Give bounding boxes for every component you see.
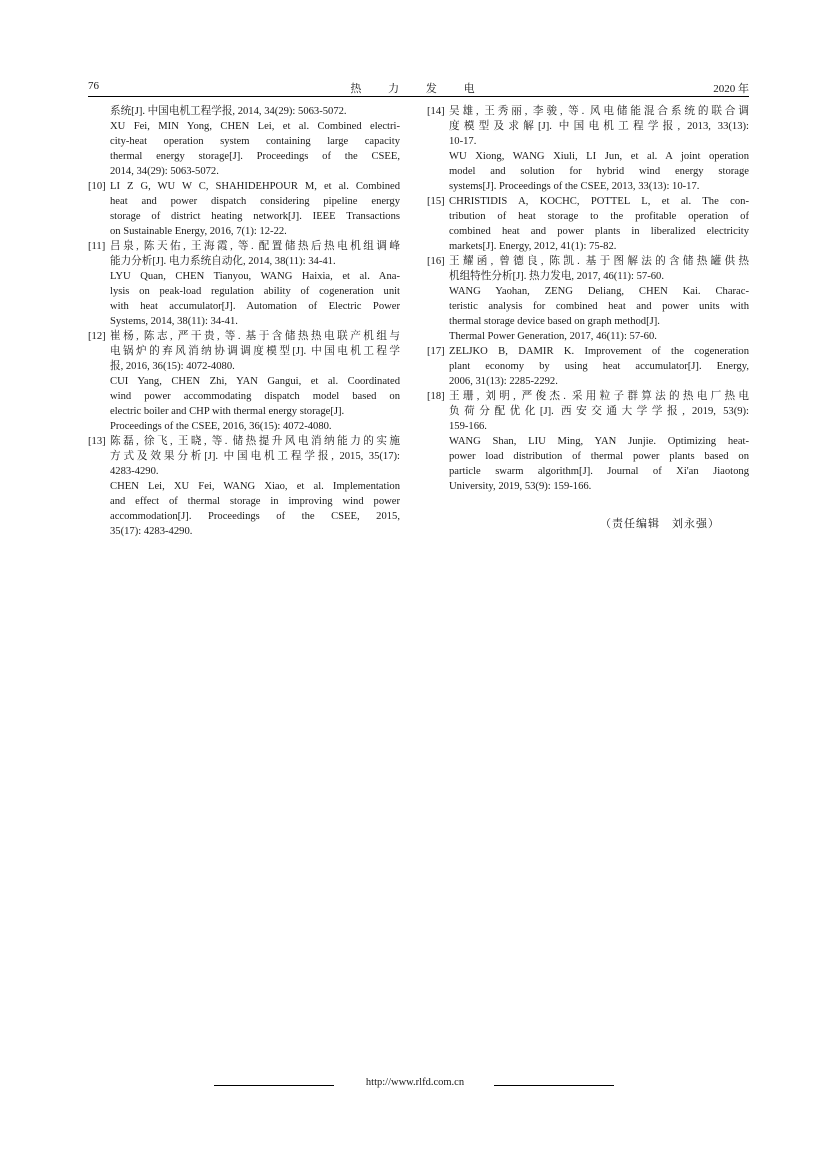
journal-title: 热 力 发 电 bbox=[350, 83, 487, 95]
reference-line: tribution of heat storage to the profitable operation of bbox=[449, 211, 749, 222]
reference-line: 电锅炉的弃风消纳协调调度模型[J]. 中国电机工程学 bbox=[110, 346, 400, 357]
reference-line: 方式及效果分析[J]. 中国电机工程学报, 2015, 35(17): bbox=[110, 451, 400, 462]
reference-line: ZELJKO B, DAMIR K. Improvement of the cogeneration bbox=[449, 346, 749, 357]
reference-line: 王耀函, 曾德良, 陈凯. 基于图解法的含储热罐供热 bbox=[449, 256, 749, 267]
footer-url-link[interactable]: http://www.rlfd.com.cn bbox=[365, 1077, 465, 1088]
reference-line: markets[J]. Energy, 2012, 41(1): 75-82. bbox=[449, 241, 617, 252]
reference-line: LYU Quan, CHEN Tianyou, WANG Haixia, et al. Ana- bbox=[110, 271, 400, 282]
reference-number: [15] bbox=[427, 196, 445, 207]
reference-line: 系统[J]. 中国电机工程学报, 2014, 34(29): 5063-5072. bbox=[110, 106, 347, 117]
reference-line: model and solution for hybrid wind energy storage bbox=[449, 166, 749, 177]
footer-rule-left bbox=[214, 1085, 334, 1086]
reference-line: 负荷分配优化[J]. 西安交通大学学报, 2019, 53(9): bbox=[449, 406, 749, 417]
reference-line: University, 2019, 53(9): 159-166. bbox=[449, 481, 592, 492]
reference-line: CUI Yang, CHEN Zhi, YAN Gangui, et al. Coordinated bbox=[110, 376, 400, 387]
reference-item bbox=[88, 329, 400, 434]
reference-line: 能力分析[J]. 电力系统自动化, 2014, 38(11): 34-41. bbox=[110, 256, 336, 267]
reference-line: thermal storage device based on graph method[J]. bbox=[449, 316, 660, 327]
reference-line: with heat accumulator[J]. Automation of Electric Power bbox=[110, 301, 400, 312]
reference-number: [18] bbox=[427, 391, 445, 402]
reference-line: WU Xiong, WANG Xiuli, LI Jun, et al. A joint operation bbox=[449, 151, 749, 162]
reference-line: particle swarm algorithm[J]. Journal of Xi'an Jiaotong bbox=[449, 466, 749, 477]
reference-line: 崔杨, 陈志, 严干贵, 等. 基于含储热热电联产机组与 bbox=[110, 331, 400, 342]
reference-line: 159-166. bbox=[449, 421, 487, 432]
reference-line: wind power accommodating dispatch model based on bbox=[110, 391, 400, 402]
reference-number: [13] bbox=[88, 436, 106, 447]
reference-line: 吕泉, 陈天佑, 王海霞, 等. 配置储热后热电机组调峰 bbox=[110, 241, 400, 252]
reference-line: WANG Shan, LIU Ming, YAN Junjie. Optimizing heat- bbox=[449, 436, 749, 447]
reference-item bbox=[88, 239, 400, 329]
reference-line: plant economy by using heat accumulator[J]. Energy, bbox=[449, 361, 749, 372]
reference-line: storage of district heating network[J]. IEEE Transactions bbox=[110, 211, 400, 222]
reference-item bbox=[427, 389, 749, 494]
reference-line: accommodation[J]. Proceedings of the CSEE, 2015, bbox=[110, 511, 400, 522]
reference-line: 机组特性分析[J]. 热力发电, 2017, 46(11): 57-60. bbox=[449, 271, 664, 282]
reference-line: CHEN Lei, XU Fei, WANG Xiao, et al. Implementation bbox=[110, 481, 400, 492]
reference-item bbox=[88, 179, 400, 239]
reference-line: 2014, 34(29): 5063-5072. bbox=[110, 166, 219, 177]
reference-line: on Sustainable Energy, 2016, 7(1): 12-22. bbox=[110, 226, 287, 237]
reference-number: [14] bbox=[427, 106, 445, 117]
reference-number: [17] bbox=[427, 346, 445, 357]
reference-line: teristic analysis for combined heat and power units with bbox=[449, 301, 749, 312]
reference-line: LI Z G, WU W C, SHAHIDEHPOUR M, et al. Combined bbox=[110, 181, 400, 192]
reference-number: [11] bbox=[88, 241, 106, 252]
reference-line: and effect of thermal storage in improving wind power bbox=[110, 496, 400, 507]
reference-line: 王珊, 刘明, 严俊杰. 采用粒子群算法的热电厂热电 bbox=[449, 391, 749, 402]
reference-item bbox=[88, 104, 400, 179]
reference-line: Systems, 2014, 38(11): 34-41. bbox=[110, 316, 238, 327]
reference-line: heat and power dispatch considering pipeline energy bbox=[110, 196, 400, 207]
reference-number: [16] bbox=[427, 256, 445, 267]
references-left-column bbox=[88, 104, 400, 539]
page-header bbox=[88, 80, 749, 97]
reference-item bbox=[427, 254, 749, 344]
reference-line: lysis on peak-load regulation ability of cogeneration unit bbox=[110, 286, 400, 297]
reference-line: 吴雄, 王秀丽, 李骏, 等. 风电储能混合系统的联合调 bbox=[449, 106, 749, 117]
reference-line: 10-17. bbox=[449, 136, 477, 147]
reference-number: [10] bbox=[88, 181, 106, 192]
reference-line: Thermal Power Generation, 2017, 46(11): 57-60. bbox=[449, 331, 657, 342]
reference-item bbox=[427, 194, 749, 254]
reference-line: thermal energy storage[J]. Proceedings of the CSEE, bbox=[110, 151, 400, 162]
page-number: 76 bbox=[88, 80, 99, 92]
reference-line: combined heat and power plants in liberalized electricity bbox=[449, 226, 749, 237]
reference-item bbox=[427, 344, 749, 389]
reference-line: electric boiler and CHP with thermal energy storage[J]. bbox=[110, 406, 345, 417]
reference-line: 4283-4290. bbox=[110, 466, 159, 477]
reference-line: 度模型及求解[J]. 中国电机工程学报, 2013, 33(13): bbox=[449, 121, 749, 132]
reference-line: systems[J]. Proceedings of the CSEE, 2013, 33(13): 10-17. bbox=[449, 181, 700, 192]
reference-line: city-heat operation system containing large capacity bbox=[110, 136, 400, 147]
references-right-column bbox=[427, 104, 749, 494]
reference-item bbox=[427, 104, 749, 194]
issue-year: 2020 年 bbox=[713, 83, 749, 95]
reference-line: WANG Yaohan, ZENG Deliang, CHEN Kai. Charac- bbox=[449, 286, 749, 297]
reference-number: [12] bbox=[88, 331, 106, 342]
reference-line: 报, 2016, 36(15): 4072-4080. bbox=[110, 361, 235, 372]
reference-line: CHRISTIDIS A, KOCHC, POTTEL L, et al. The con- bbox=[449, 196, 749, 207]
reference-item bbox=[88, 434, 400, 539]
reference-line: XU Fei, MIN Yong, CHEN Lei, et al. Combined electri- bbox=[110, 121, 400, 132]
editor-note: （责任编辑 刘永强） bbox=[600, 517, 720, 530]
reference-line: power load distribution of thermal power plants based on bbox=[449, 451, 749, 462]
reference-line: Proceedings of the CSEE, 2016, 36(15): 4072-4080. bbox=[110, 421, 332, 432]
reference-line: 陈磊, 徐飞, 王晓, 等. 储热提升风电消纳能力的实施 bbox=[110, 436, 400, 447]
reference-line: 35(17): 4283-4290. bbox=[110, 526, 193, 537]
reference-line: 2006, 31(13): 2285-2292. bbox=[449, 376, 558, 387]
footer-rule-right bbox=[494, 1085, 614, 1086]
